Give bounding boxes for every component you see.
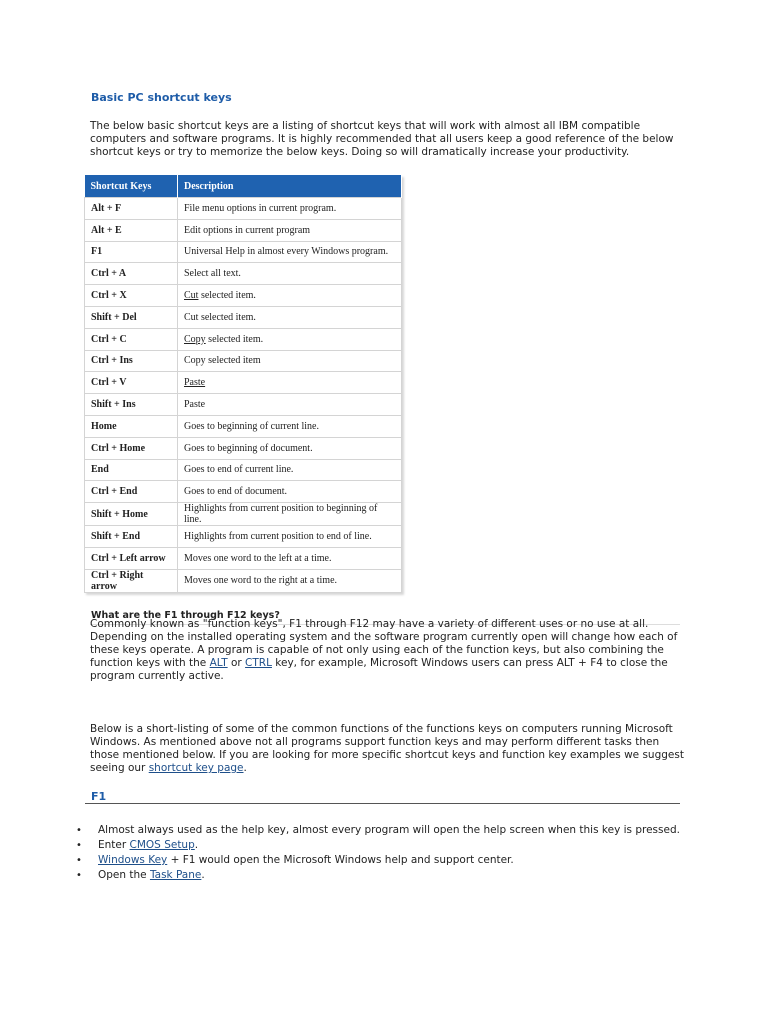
shortcut-key-cell: Ctrl + Home xyxy=(85,437,178,459)
table-row xyxy=(85,198,402,220)
shortcut-key-cell: Ctrl + C xyxy=(85,328,178,350)
bullet-link[interactable]: Task Pane xyxy=(149,869,202,881)
bullet-icon: • xyxy=(76,825,82,836)
function-list-intro-paragraph: Below is a short-listing of some of the common functions of the functions keys on computers running Microsoft Windows. As mentioned above not all programs support function keys and may perform different tasks then those mentioned below. If you are looking for more specific shortcut keys and function key examples we suggest seeing our shortcut key page. xyxy=(90,723,684,774)
ctrl-link[interactable]: CTRL xyxy=(245,657,272,669)
table-row xyxy=(85,350,402,372)
table-row xyxy=(85,241,402,263)
description-cell: Select all text. xyxy=(178,263,402,285)
shortcut-table xyxy=(84,175,402,593)
table-row xyxy=(85,437,402,459)
list-item: • Enter CMOS Setup. xyxy=(76,839,199,851)
description-cell: Goes to end of document. xyxy=(178,481,402,503)
shortcut-key-cell: Ctrl + A xyxy=(85,263,178,285)
bullet-link[interactable]: CMOS Setup xyxy=(129,839,195,851)
description-cell: Edit options in current program xyxy=(178,219,402,241)
column-header-description: Description xyxy=(178,175,402,198)
description-cell: Moves one word to the right at a time. xyxy=(178,569,402,592)
table-row xyxy=(85,306,402,328)
table-row xyxy=(85,415,402,437)
description-cell: Cut selected item. xyxy=(178,306,402,328)
shortcut-key-cell: Ctrl + End xyxy=(85,481,178,503)
table-row xyxy=(85,547,402,569)
table-row xyxy=(85,503,402,526)
description-cell: File menu options in current program. xyxy=(178,198,402,220)
shortcut-key-cell: Shift + Ins xyxy=(85,394,178,416)
description-cell: Highlights from current position to beginning of line. xyxy=(178,503,402,526)
f1-bullet-list xyxy=(76,823,680,883)
description-cell: Goes to beginning of document. xyxy=(178,437,402,459)
list-item: • Windows Key + F1 would open the Microsoft Windows help and support center. xyxy=(76,854,514,866)
column-header-shortcut-keys: Shortcut Keys xyxy=(85,175,178,198)
description-link[interactable]: Cut xyxy=(184,290,199,302)
bullet-icon: • xyxy=(76,855,82,866)
shortcut-key-cell: Shift + Home xyxy=(85,503,178,526)
shortcut-key-cell: Alt + F xyxy=(85,198,178,220)
shortcut-key-cell: Shift + End xyxy=(85,526,178,548)
shortcut-key-cell: Ctrl + Left arrow xyxy=(85,547,178,569)
table-row xyxy=(85,569,402,592)
shortcut-key-cell: Ctrl + X xyxy=(85,285,178,307)
page-heading: Basic PC shortcut keys xyxy=(91,91,232,104)
description-link[interactable]: Paste xyxy=(184,377,206,389)
shortcut-key-page-link[interactable]: shortcut key page xyxy=(148,762,244,774)
shortcut-key-cell: Alt + E xyxy=(85,219,178,241)
intro-paragraph: The below basic shortcut keys are a listing of shortcut keys that will work with almost all IBM compatible computers and software programs. It is highly recommended that all users keep a good reference of the below shortcut keys or try to memorize the below keys. Doing so will dramatically increase your productivity. xyxy=(90,120,674,158)
description-cell: Universal Help in almost every Windows program. xyxy=(178,241,402,263)
table-header-row xyxy=(85,175,402,198)
description-cell: Paste xyxy=(178,394,402,416)
table-row xyxy=(85,394,402,416)
description-link[interactable]: Copy xyxy=(184,333,206,345)
shortcut-key-cell: Ctrl + Right arrow xyxy=(85,569,178,592)
description-cell: Moves one word to the left at a time. xyxy=(178,547,402,569)
description-cell: Cut selected item. xyxy=(178,285,402,307)
shortcut-key-cell: Ctrl + V xyxy=(85,372,178,394)
description-cell xyxy=(178,372,402,394)
function-keys-paragraph: Commonly known as "function keys", F1 through F12 may have a variety of different uses or no use at all. Depending on the installed operating system and the software program currently open will change how each of these keys operate. A program is capable of not only using each of the function keys, but also combining the function keys with the ALT or CTRL key, for example, Microsoft Windows users can press ALT + F4 to close the program currently active. xyxy=(90,618,678,682)
shortcut-key-cell: Ctrl + Ins xyxy=(85,350,178,372)
alt-link[interactable]: ALT xyxy=(209,657,228,669)
shortcut-key-cell: F1 xyxy=(85,241,178,263)
list-item: • Open the Task Pane. xyxy=(76,869,205,881)
table-row xyxy=(85,526,402,548)
table-row xyxy=(85,219,402,241)
f1-heading: F1 xyxy=(91,790,107,803)
description-cell: Copy selected item xyxy=(178,350,402,372)
table-row xyxy=(85,459,402,481)
bullet-link[interactable]: Windows Key xyxy=(98,854,168,866)
description-cell: Copy selected item. xyxy=(178,328,402,350)
bullet-icon: • xyxy=(76,870,82,881)
shortcut-key-cell: Home xyxy=(85,415,178,437)
table-row xyxy=(85,263,402,285)
table-row xyxy=(85,372,402,394)
f1-divider xyxy=(85,803,680,804)
shortcut-key-cell: End xyxy=(85,459,178,481)
section-title-function-keys: What are the F1 through F12 keys? xyxy=(91,610,280,621)
description-cell: Highlights from current position to end of line. xyxy=(178,526,402,548)
list-item: • Almost always used as the help key, almost every program will open the help screen when this key is pressed. xyxy=(76,824,680,836)
description-cell: Goes to end of current line. xyxy=(178,459,402,481)
description-cell: Goes to beginning of current line. xyxy=(178,415,402,437)
shortcut-key-cell: Shift + Del xyxy=(85,306,178,328)
table-row xyxy=(85,328,402,350)
table-body xyxy=(85,198,402,593)
table-row xyxy=(85,481,402,503)
bullet-icon: • xyxy=(76,840,82,851)
table-row xyxy=(85,285,402,307)
